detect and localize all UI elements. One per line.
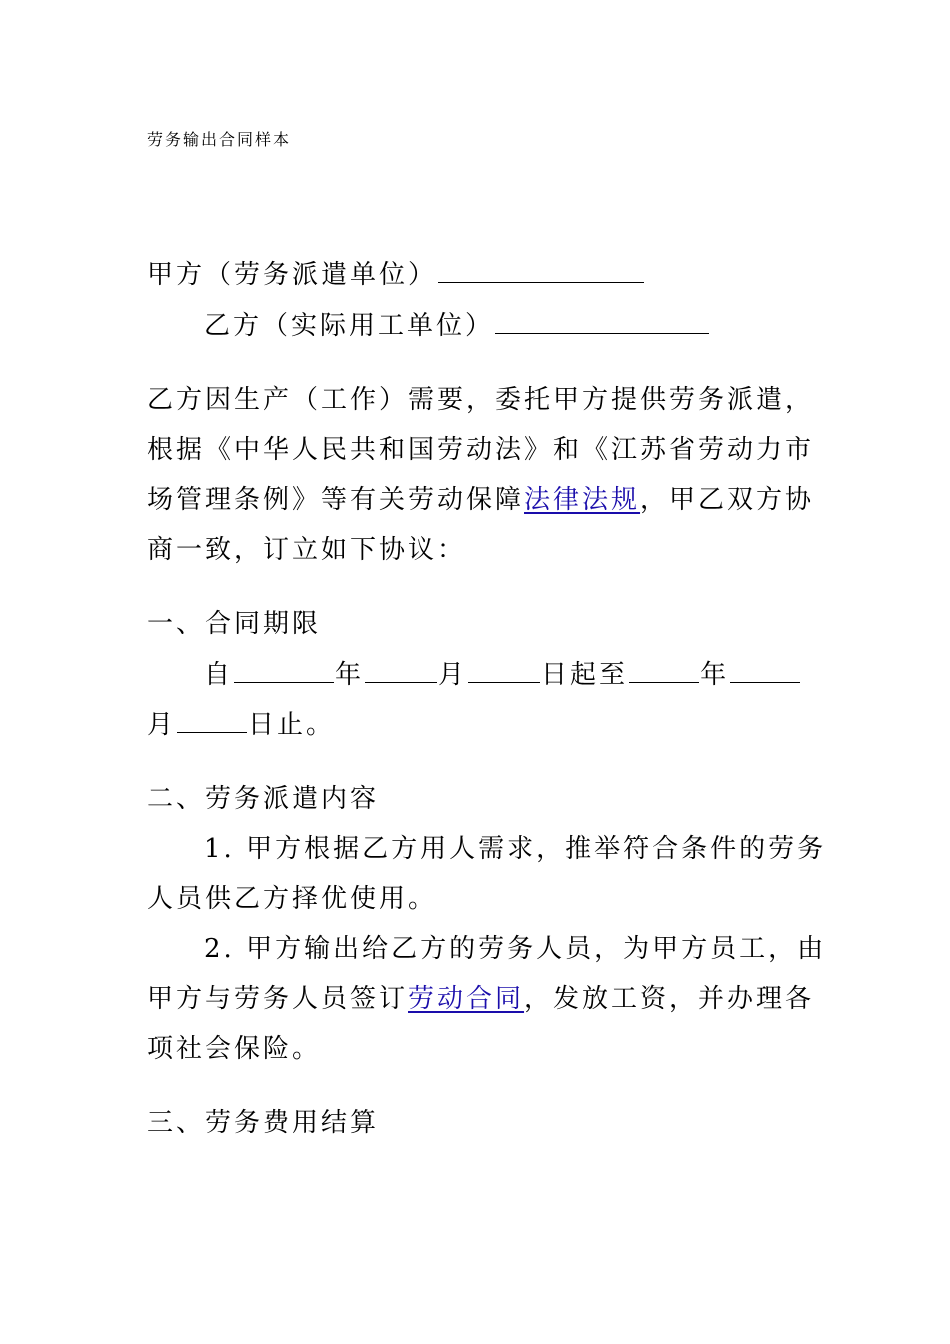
section-1-heading: 一、合同期限 <box>147 609 322 639</box>
section-3-heading: 三、劳务费用结算 <box>147 1108 380 1138</box>
item-text: 甲方与劳务人员签订 <box>147 984 409 1014</box>
item-text: ，发放工资，并办理各 <box>524 984 815 1014</box>
date-text: 年 <box>335 660 365 690</box>
section-2-heading: 二、劳务派遣内容 <box>147 784 380 814</box>
section-2-item-2-line-1: 2. 甲方输出给乙方的劳务人员，为甲方员工，由 <box>204 934 827 964</box>
date-text: 日起至 <box>541 660 629 690</box>
section-2-item-1-line-2: 人员供乙方择优使用。 <box>147 884 438 914</box>
intro-line-4: 商一致，订立如下协议： <box>147 535 467 565</box>
intro-text: 场管理条例》等有关劳动保障 <box>147 485 525 515</box>
section-2-item-1-line-1: 1. 甲方根据乙方用人需求，推举符合条件的劳务 <box>204 834 827 864</box>
document-title: 劳务输出合同样本 <box>147 130 292 149</box>
party-b-line <box>204 309 864 343</box>
contract-period-line <box>204 658 864 692</box>
date-text: 年 <box>700 660 730 690</box>
date-text: 月 <box>438 660 468 690</box>
intro-line-2: 根据《中华人民共和国劳动法》和《江苏省劳动力市 <box>147 435 815 465</box>
section-2-item-2-line-2 <box>147 982 815 1016</box>
law-regulation-link[interactable]: 法律法规 <box>524 485 641 515</box>
party-b-blank[interactable] <box>495 309 709 334</box>
labor-contract-link[interactable]: 劳动合同 <box>408 984 525 1014</box>
party-a-blank[interactable] <box>438 258 644 283</box>
intro-line-3 <box>147 483 815 517</box>
intro-text: ，甲乙双方协 <box>640 485 815 515</box>
party-a-label: 甲方（劳务派遣单位） <box>147 260 438 290</box>
intro-line-1: 乙方因生产（工作）需要，委托甲方提供劳务派遣， <box>147 385 815 415</box>
section-2-item-2-line-3: 项社会保险。 <box>147 1034 322 1064</box>
party-a-line <box>147 258 807 292</box>
date-text: 月 <box>147 710 177 740</box>
date-text: 日止。 <box>248 710 336 740</box>
date-text: 自 <box>204 660 234 690</box>
party-b-label: 乙方（实际用工单位） <box>204 311 495 341</box>
start-day-blank[interactable] <box>468 658 540 683</box>
start-month-blank[interactable] <box>365 658 437 683</box>
contract-period-line-2 <box>147 708 807 742</box>
end-month-blank-part[interactable] <box>730 658 800 683</box>
end-day-blank[interactable] <box>177 708 247 733</box>
start-year-blank[interactable] <box>234 658 334 683</box>
end-year-blank[interactable] <box>629 658 699 683</box>
